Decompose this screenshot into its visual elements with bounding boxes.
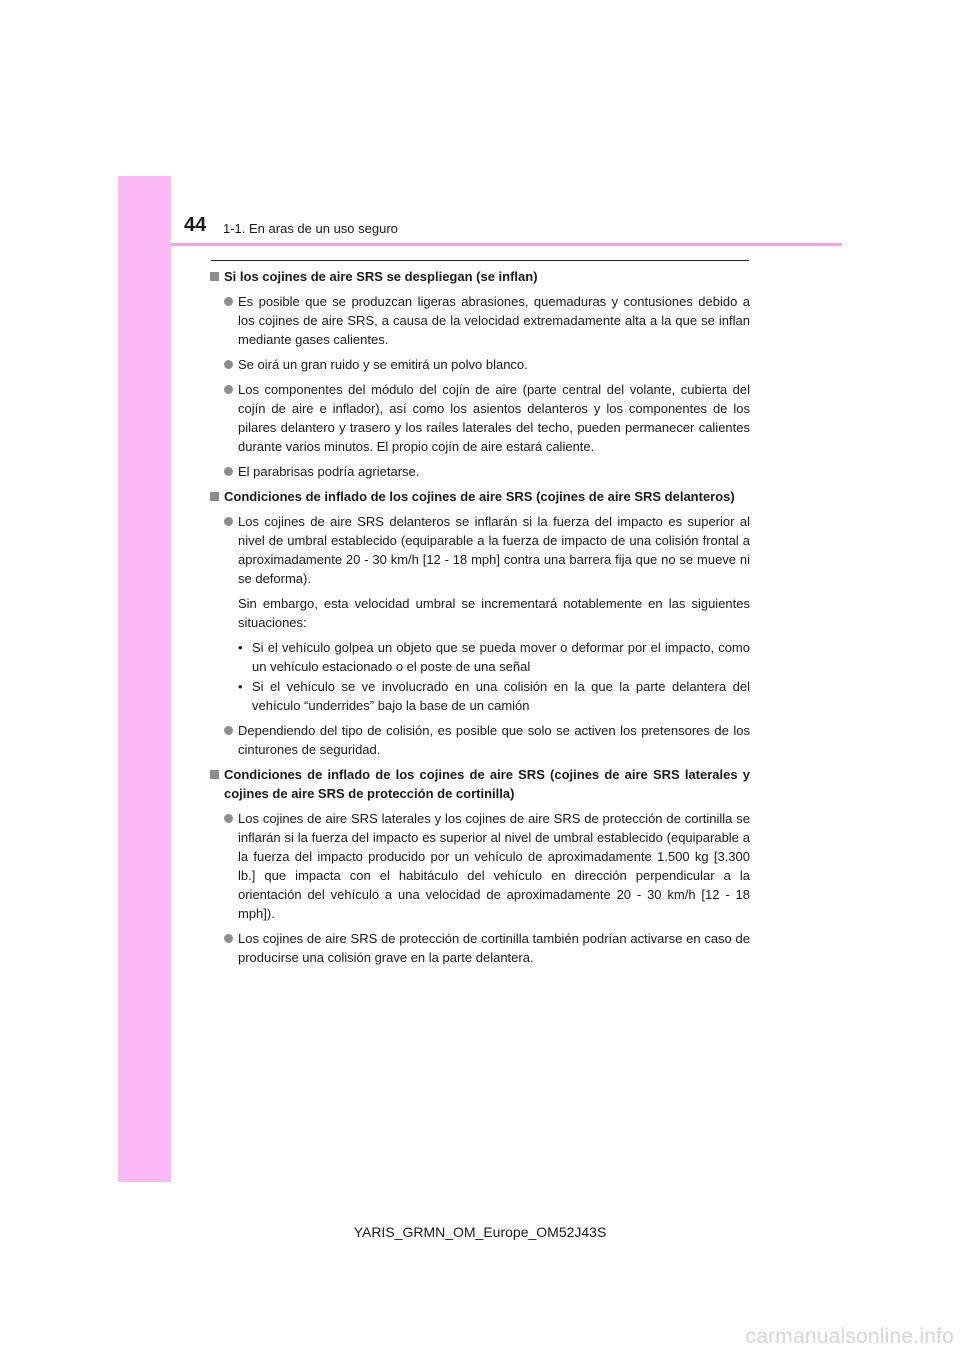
circle-bullet-icon <box>224 297 233 306</box>
section-heading <box>210 267 750 286</box>
heading-text: Condiciones de inflado de los cojines de aire SRS (cojines de aire SRS laterales y cojines de aire SRS de protección de cortinilla) <box>224 767 750 801</box>
square-bullet-icon <box>210 770 219 779</box>
dot-marker: • <box>238 679 243 694</box>
square-bullet-icon <box>210 272 219 281</box>
circle-bullet-icon <box>224 934 233 943</box>
circle-bullet-icon <box>224 360 233 369</box>
list-item <box>210 292 750 349</box>
document-footer-id: YARIS_GRMN_OM_Europe_OM52J43S <box>353 1224 607 1240</box>
list-item <box>210 512 750 588</box>
square-bullet-icon <box>210 492 219 501</box>
list-item <box>210 355 750 374</box>
heading-text: Condiciones de inflado de los cojines de aire SRS (cojines de aire SRS delanteros) <box>224 489 735 504</box>
list-item-text: Los componentes del módulo del cojín de aire (parte central del volante, cubierta del cojín de aire e inflador), así como los asientos delanteros y los componentes de los pilares delantero y trasero y los raíles laterales del techo, pueden permanecer calientes durante varios minutos. El propio cojín de aire estará caliente. <box>238 382 750 454</box>
list-item <box>210 809 750 923</box>
sub-list-item-text: Si el vehículo golpea un objeto que se pueda mover o deformar por el impacto, como un vehículo estacionado o el poste de una señal <box>252 640 750 674</box>
page-content <box>210 267 750 973</box>
circle-bullet-icon <box>224 385 233 394</box>
sub-list-item <box>210 677 750 715</box>
circle-bullet-icon <box>224 467 233 476</box>
watermark: carmanualsonline.info <box>745 1325 954 1348</box>
list-item-text: Se oirá un gran ruido y se emitirá un polvo blanco. <box>238 357 528 372</box>
list-item-text: Los cojines de aire SRS laterales y los cojines de aire SRS de protección de cortinilla se inflarán si la fuerza del impacto es superior al nivel de umbral establecido (equiparable a la fuerza del impacto producido por un vehículo de aproximadamente 1.500 kg [3.300 lb.] que impacta con el habitáculo del vehículo en dirección perpendicular a la orientación del vehículo a una velocidad de aproximadamente 20 - 30 km/h [12 - 18 mph]). <box>238 811 750 921</box>
list-item <box>210 721 750 759</box>
section-heading <box>210 487 750 506</box>
dot-marker: • <box>238 640 243 655</box>
list-item <box>210 462 750 481</box>
content-rule <box>211 260 749 261</box>
circle-bullet-icon <box>224 517 233 526</box>
chapter-sidebar-tab <box>118 176 171 1182</box>
page-number: 44 <box>184 214 207 236</box>
list-item <box>210 380 750 456</box>
header-rule <box>171 243 842 246</box>
list-item <box>210 929 750 967</box>
list-item-text: Los cojines de aire SRS de protección de cortinilla también podrían activarse en caso de producirse una colisión grave en la parte delantera. <box>238 931 750 965</box>
list-item-text: El parabrisas podría agrietarse. <box>238 464 420 479</box>
list-item-text: Dependiendo del tipo de colisión, es posible que solo se activen los pretensores de los cinturones de seguridad. <box>238 723 750 757</box>
heading-text: Si los cojines de aire SRS se despliegan (se inflan) <box>224 269 538 284</box>
sub-list-item-text: Si el vehículo se ve involucrado en una colisión en la que la parte delantera del vehículo “underrides” bajo la base de un camión <box>252 679 750 713</box>
list-item-text: Los cojines de aire SRS delanteros se inflarán si la fuerza del impacto es superior al nivel de umbral establecido (equiparable a la fuerza de impacto de una colisión frontal a aproximadamente 20 - 30 km/h [12 - 18 mph] contra una barrera fija que no se mueve ni se deforma). <box>238 514 750 586</box>
list-item-text: Es posible que se produzcan ligeras abrasiones, quemaduras y contusiones debido a los cojines de aire SRS, a causa de la velocidad extremadamente alta a la que se inflan mediante gases calientes. <box>238 294 750 347</box>
section-heading <box>210 765 750 803</box>
circle-bullet-icon <box>224 726 233 735</box>
paragraph: Sin embargo, esta velocidad umbral se incrementará notablemente en las siguientes situaciones: <box>238 596 750 630</box>
sub-list-item <box>210 638 750 676</box>
circle-bullet-icon <box>224 814 233 823</box>
section-title: 1-1. En aras de un uso seguro <box>223 221 398 236</box>
